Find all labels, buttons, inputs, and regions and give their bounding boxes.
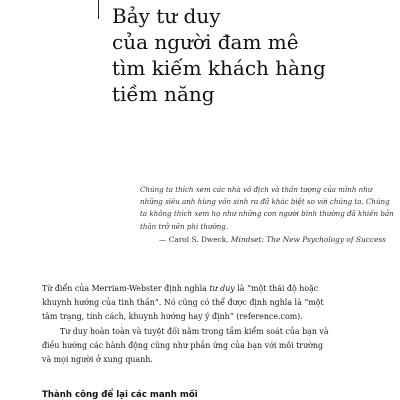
- section-heading: Thành công để lại các manh mối: [42, 390, 198, 400]
- epigraph-line: ta không thích xem họ như những con người bình thường đã khiến bản: [140, 209, 394, 219]
- paragraph-line: [42, 282, 394, 296]
- epigraph-quote: [140, 184, 394, 233]
- chapter-title-line: Bảy tư duy: [112, 4, 221, 28]
- epigraph-citation: [140, 234, 388, 246]
- text-run: là “một thái độ hoặc: [234, 284, 319, 293]
- text-run: Từ điển của Merriam-Webster định nghĩa: [42, 284, 210, 293]
- epigraph-line: Chúng ta thích xem các nhà vô địch và thần tượng của mình như: [140, 185, 373, 194]
- paragraph-line: điều hướng các hành động cũng như phản ứng của bạn với môi trường: [42, 341, 324, 351]
- chapter-title-line: tìm kiếm khách hàng: [112, 56, 326, 80]
- paragraph-line: khuynh hướng của tinh thần”. Nó cũng có thể được định nghĩa là “một: [42, 297, 324, 307]
- citation-work: Mindset: The New Psychology of Success: [230, 234, 386, 244]
- defined-term: tư duy: [209, 284, 235, 293]
- paragraph-control: [42, 325, 394, 366]
- epigraph: [140, 184, 394, 246]
- chapter-title-line: của người đam mê: [112, 30, 299, 54]
- paragraph-line: và mọi người ở xung quanh.: [42, 354, 153, 364]
- citation-author: — Carol S. Dweck,: [158, 234, 231, 244]
- chapter-title: [112, 3, 392, 107]
- chapter-rule: [98, 0, 99, 19]
- epigraph-line: thân trở nên phi thường.: [140, 221, 229, 231]
- chapter-title-line: tiềm năng: [112, 82, 215, 106]
- paragraph-line: Tư duy hoàn toàn và tuyệt đối nằm trong tầm kiểm soát của bạn và: [60, 327, 329, 337]
- body-text: [42, 282, 394, 369]
- paragraph-line: tâm trạng, tính cách, khuynh hướng hay ý định” (reference.com).: [42, 311, 303, 321]
- epigraph-line: những siêu anh hùng vốn sinh ra đã khác biệt so với chúng ta. Chúng: [140, 197, 390, 207]
- paragraph-definition: [42, 282, 394, 323]
